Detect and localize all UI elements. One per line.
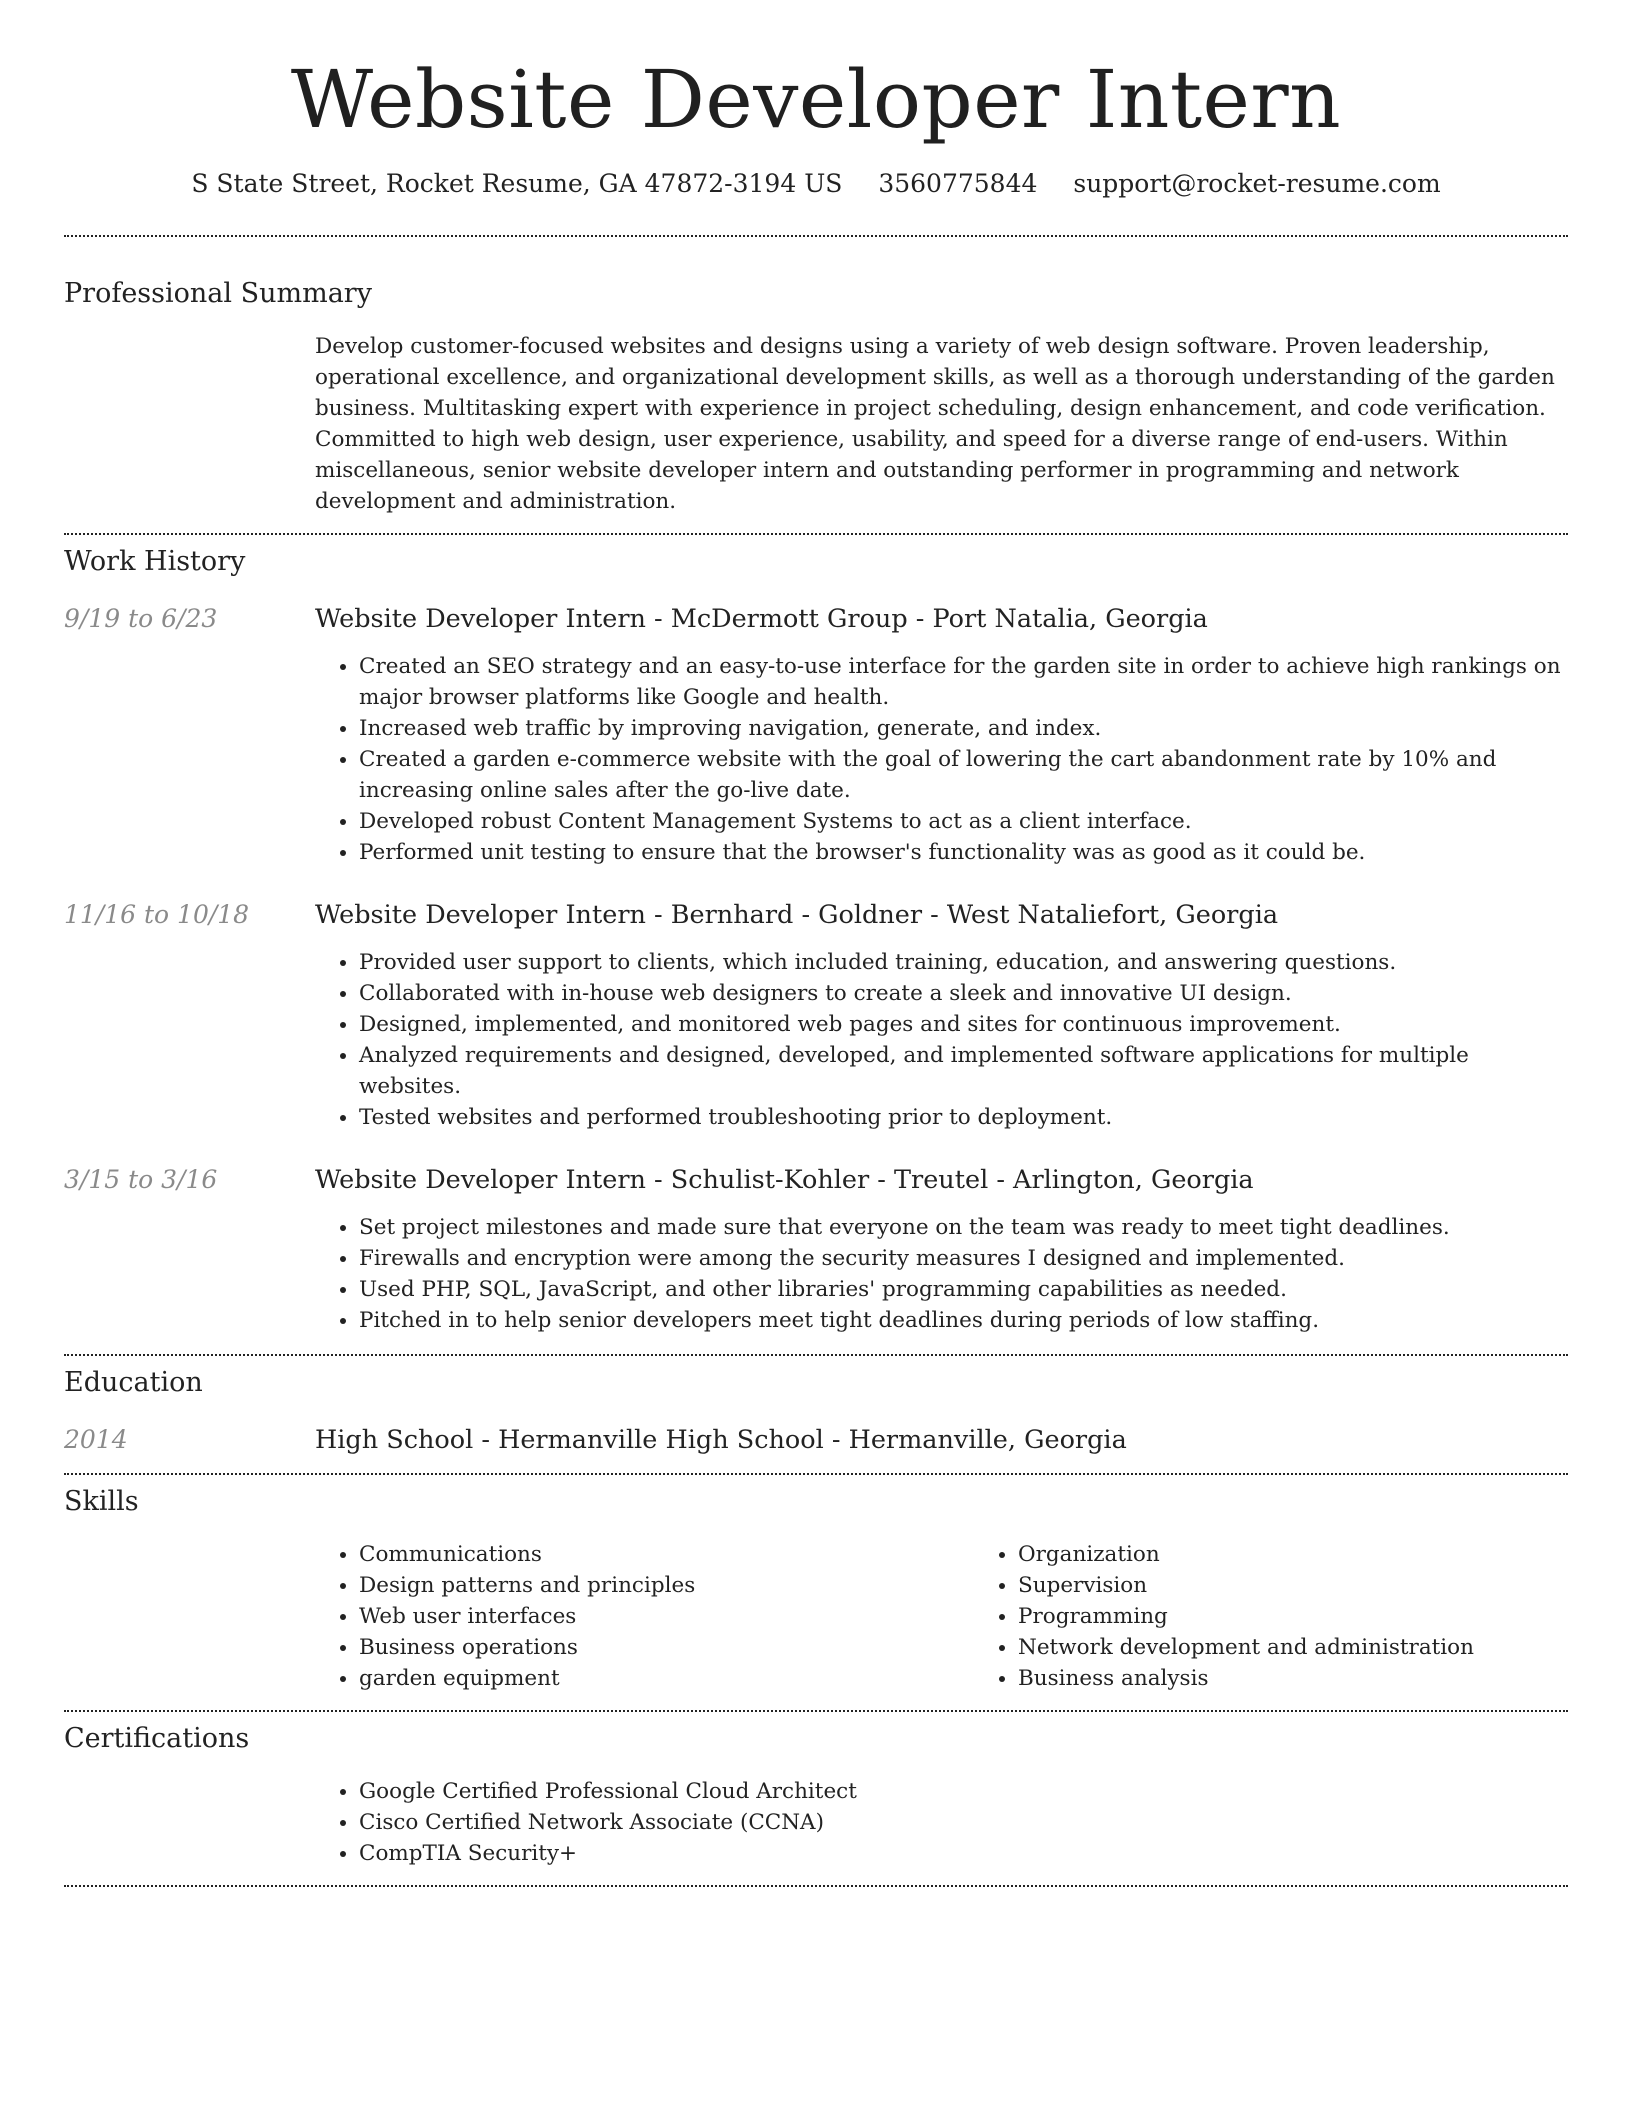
skills-column-left bbox=[315, 1539, 974, 1694]
list-item: • Developed robust Content Management Systems to act as a client interface. bbox=[359, 806, 1568, 837]
job-details bbox=[315, 1163, 1568, 1336]
job-date: 11/16 to 10/18 bbox=[64, 900, 250, 929]
list-item: • Business operations bbox=[359, 1632, 974, 1663]
education-heading: Education bbox=[64, 1367, 203, 1398]
list-item: • garden equipment bbox=[359, 1663, 974, 1694]
list-item: • Used PHP, SQL, JavaScript, and other libraries' programming capabilities as needed. bbox=[359, 1274, 1568, 1305]
list-item: • Pitched in to help senior developers meet tight deadlines during periods of low staffing. bbox=[359, 1305, 1568, 1336]
job-details bbox=[315, 898, 1568, 1133]
list-item: • Performed unit testing to ensure that the browser's functionality was as good as it could be. bbox=[359, 837, 1568, 868]
section-divider bbox=[64, 533, 1568, 535]
job-title: Website Developer Intern - Schulist-Kohler - Treutel - Arlington, Georgia bbox=[315, 1165, 1254, 1195]
list-item: • Set project milestones and made sure that everyone on the team was ready to meet tight deadlines. bbox=[359, 1212, 1568, 1243]
skills-column-right bbox=[974, 1539, 1632, 1694]
list-item: • Network development and administration bbox=[1018, 1632, 1632, 1663]
job-bullets bbox=[315, 651, 1568, 868]
section-divider bbox=[64, 1885, 1568, 1887]
certifications-list bbox=[315, 1776, 1568, 1869]
job-date: 3/15 to 3/16 bbox=[64, 1165, 218, 1194]
education-date: 2014 bbox=[64, 1425, 128, 1454]
job-date: 9/19 to 6/23 bbox=[64, 604, 218, 633]
list-item: • Provided user support to clients, which included training, education, and answering questions. bbox=[359, 947, 1568, 978]
job-bullets bbox=[315, 1212, 1568, 1336]
section-divider bbox=[64, 1473, 1568, 1475]
list-item: • Increased web traffic by improving navigation, generate, and index. bbox=[359, 713, 1568, 744]
job-bullets bbox=[315, 947, 1568, 1133]
contact-phone: 3560775844 bbox=[878, 169, 1038, 198]
list-item: • Collaborated with in-house web designers to create a sleek and innovative UI design. bbox=[359, 978, 1568, 1009]
certifications-bullets bbox=[315, 1776, 1568, 1869]
list-item: • Google Certified Professional Cloud Architect bbox=[359, 1776, 1568, 1807]
work-history-heading: Work History bbox=[64, 546, 246, 577]
list-item: • Designed, implemented, and monitored web pages and sites for continuous improvement. bbox=[359, 1009, 1568, 1040]
job-title: Website Developer Intern - McDermott Group - Port Natalia, Georgia bbox=[315, 604, 1208, 634]
skills-heading: Skills bbox=[64, 1486, 139, 1517]
list-item: • Tested websites and performed troubleshooting prior to deployment. bbox=[359, 1102, 1568, 1133]
job-entry bbox=[64, 898, 1568, 1133]
job-entry bbox=[64, 602, 1568, 868]
job-title: Website Developer Intern - Bernhard - Goldner - West Nataliefort, Georgia bbox=[315, 900, 1279, 930]
section-divider bbox=[64, 235, 1568, 237]
summary-text: Develop customer-focused websites and designs using a variety of web design software. Proven leadership, operational excellence, and organizational development skills, as well as a thorough understanding of the garden business. Multitasking expert with experience in project scheduling, design enhancement, and code verification. Committed to high web design, user experience, usability, and speed for a diverse range of end-users. Within miscellaneous, senior website developer intern and outstanding performer in programming and network development and administration. bbox=[315, 334, 1555, 514]
section-divider bbox=[64, 1710, 1568, 1712]
list-item: • Created an SEO strategy and an easy-to-use interface for the garden site in order to achieve high rankings on major browser platforms like Google and health. bbox=[359, 651, 1568, 713]
education-entry bbox=[64, 1423, 1568, 1457]
education-title: High School - Hermanville High School - Hermanville, Georgia bbox=[315, 1425, 1127, 1455]
job-details bbox=[315, 602, 1568, 868]
list-item: • Organization bbox=[1018, 1539, 1632, 1570]
contact-line bbox=[64, 168, 1568, 200]
list-item: • Supervision bbox=[1018, 1570, 1632, 1601]
section-divider bbox=[64, 1354, 1568, 1356]
list-item: • CompTIA Security+ bbox=[359, 1838, 1568, 1869]
list-item: • Firewalls and encryption were among the security measures I designed and implemented. bbox=[359, 1243, 1568, 1274]
list-item: • Cisco Certified Network Associate (CCNA) bbox=[359, 1807, 1568, 1838]
list-item: • Communications bbox=[359, 1539, 974, 1570]
certifications-heading: Certifications bbox=[64, 1723, 250, 1754]
list-item: • Web user interfaces bbox=[359, 1601, 974, 1632]
list-item: • Design patterns and principles bbox=[359, 1570, 974, 1601]
list-item: • Programming bbox=[1018, 1601, 1632, 1632]
contact-email: support@rocket-resume.com bbox=[1073, 169, 1441, 198]
resume-name: Website Developer Intern bbox=[290, 53, 1342, 146]
summary-heading: Professional Summary bbox=[64, 278, 372, 309]
resume-page bbox=[64, 0, 1568, 1887]
list-item: • Business analysis bbox=[1018, 1663, 1632, 1694]
list-item: • Created a garden e-commerce website with the goal of lowering the cart abandonment rate by 10% and increasing online sales after the go-live date. bbox=[359, 744, 1568, 806]
job-entry bbox=[64, 1163, 1568, 1336]
contact-address: S State Street, Rocket Resume, GA 47872-3194 US bbox=[191, 169, 843, 198]
skills-list bbox=[315, 1539, 1568, 1694]
list-item: • Analyzed requirements and designed, developed, and implemented software applications for multiple websites. bbox=[359, 1040, 1568, 1102]
